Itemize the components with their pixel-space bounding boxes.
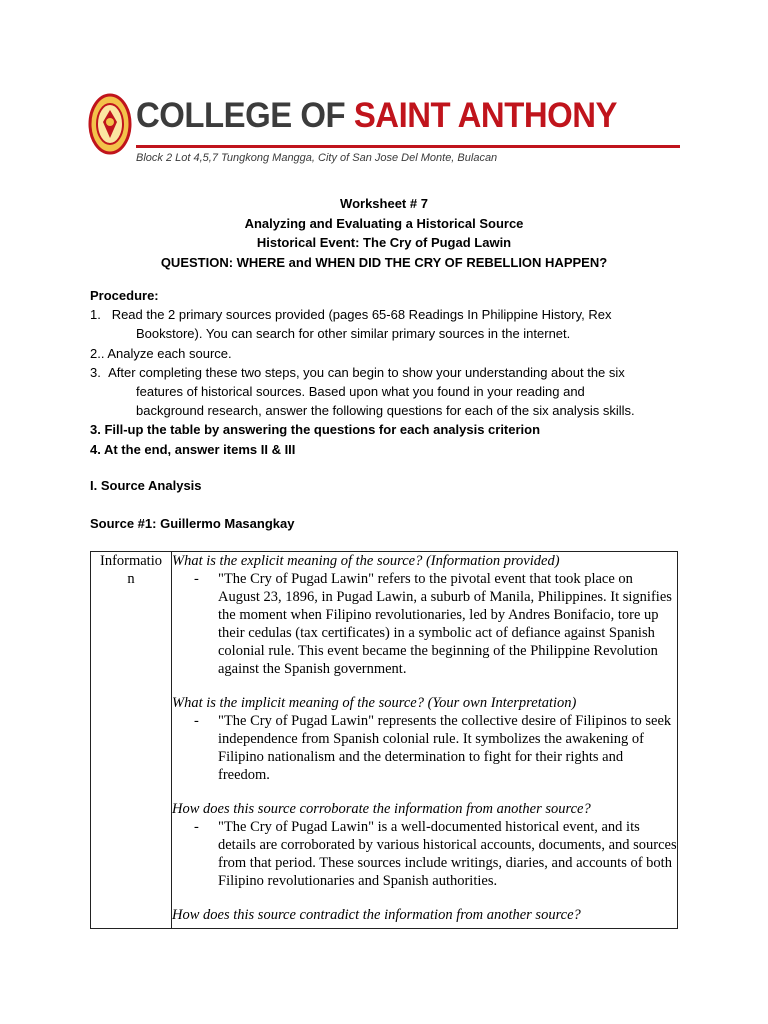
criterion-cell: Informatio n xyxy=(91,552,172,929)
procedure-item-3: 3. After completing these two steps, you can begin to show your understanding about the six xyxy=(90,364,625,380)
implicit-meaning-answer: - "The Cry of Pugad Lawin" represents the collective desire of Filipinos to seek independence from Spanish colonial rule. It symbolizes the awakening of Filipino nationalism and the determination to fight for their rights and freedom. xyxy=(194,713,672,783)
procedure-heading: Procedure: xyxy=(90,288,159,303)
source-label: Source #1: Guillermo Masangkay xyxy=(90,516,295,531)
worksheet-title: Worksheet # 7 xyxy=(340,196,428,211)
procedure-item-2: 2.. Analyze each source. xyxy=(90,345,232,361)
college-seal-icon xyxy=(88,92,132,156)
college-name: COLLEGE OF SAINT ANTHONY xyxy=(136,96,618,135)
procedure-item-1-cont: Bookstore). You can search for other similar primary sources in the internet. xyxy=(136,326,571,342)
historical-event: Historical Event: The Cry of Pugad Lawin xyxy=(256,235,512,250)
worksheet-titles xyxy=(0,194,768,272)
corroboration-question: How does this source corroborate the information from another source? xyxy=(172,801,591,817)
procedure-item-3-cont: features of historical sources. Based upon what you found in your reading and xyxy=(136,384,585,400)
procedure-item-1: 1. Read the 2 primary sources provided (pages 65-68 Readings In Philippine History, Rex xyxy=(90,307,612,323)
worksheet-subtitle: Analyzing and Evaluating a Historical Source xyxy=(244,215,524,231)
implicit-meaning-question: What is the implicit meaning of the source? (Your own Interpretation) xyxy=(172,695,577,711)
procedure-item-3-cont: background research, answer the following questions for each of the six analysis skills. xyxy=(136,403,635,419)
letterhead xyxy=(88,88,680,172)
explicit-meaning-question: What is the explicit meaning of the source? (Information provided) xyxy=(172,553,560,569)
corroboration-answer: - "The Cry of Pugad Lawin" is a well-documented historical event, and its details are corroborated by various historical accounts, documents, and sources from that period. These sources include writings, diaries, and accounts of both Filipino revolutionaries and Spanish authorities. xyxy=(194,819,677,889)
section-heading: I. Source Analysis xyxy=(90,478,202,493)
college-address: Block 2 Lot 4,5,7 Tungkong Mangga, City of San Jose Del Monte, Bulacan xyxy=(136,152,498,164)
analysis-content-cell xyxy=(172,552,678,929)
header-divider xyxy=(136,145,680,148)
guiding-question: QUESTION: WHERE and WHEN DID THE CRY OF REBELLION HAPPEN? xyxy=(160,254,608,270)
procedure xyxy=(90,286,690,459)
procedure-item-4: 3. Fill-up the table by answering the questions for each analysis criterion xyxy=(90,422,541,438)
explicit-meaning-answer: - "The Cry of Pugad Lawin" refers to the pivotal event that took place on August 23, 1896, in Pugad Lawin, a suburb of Manila, Philippines. It signifies the moment when Filipino revolutionaries, led by Andres Bonifacio, tore up their cedulas (tax certificates) in a symbolic act of defiance against Spanish colonial rule. This event became the beginning of the Philippine Revolution against the Spanish government. xyxy=(194,571,672,677)
procedure-item-5: 4. At the end, answer items II & III xyxy=(90,441,296,457)
source-analysis-table xyxy=(90,551,678,929)
contradiction-question: How does this source contradict the information from another source? xyxy=(172,907,581,923)
